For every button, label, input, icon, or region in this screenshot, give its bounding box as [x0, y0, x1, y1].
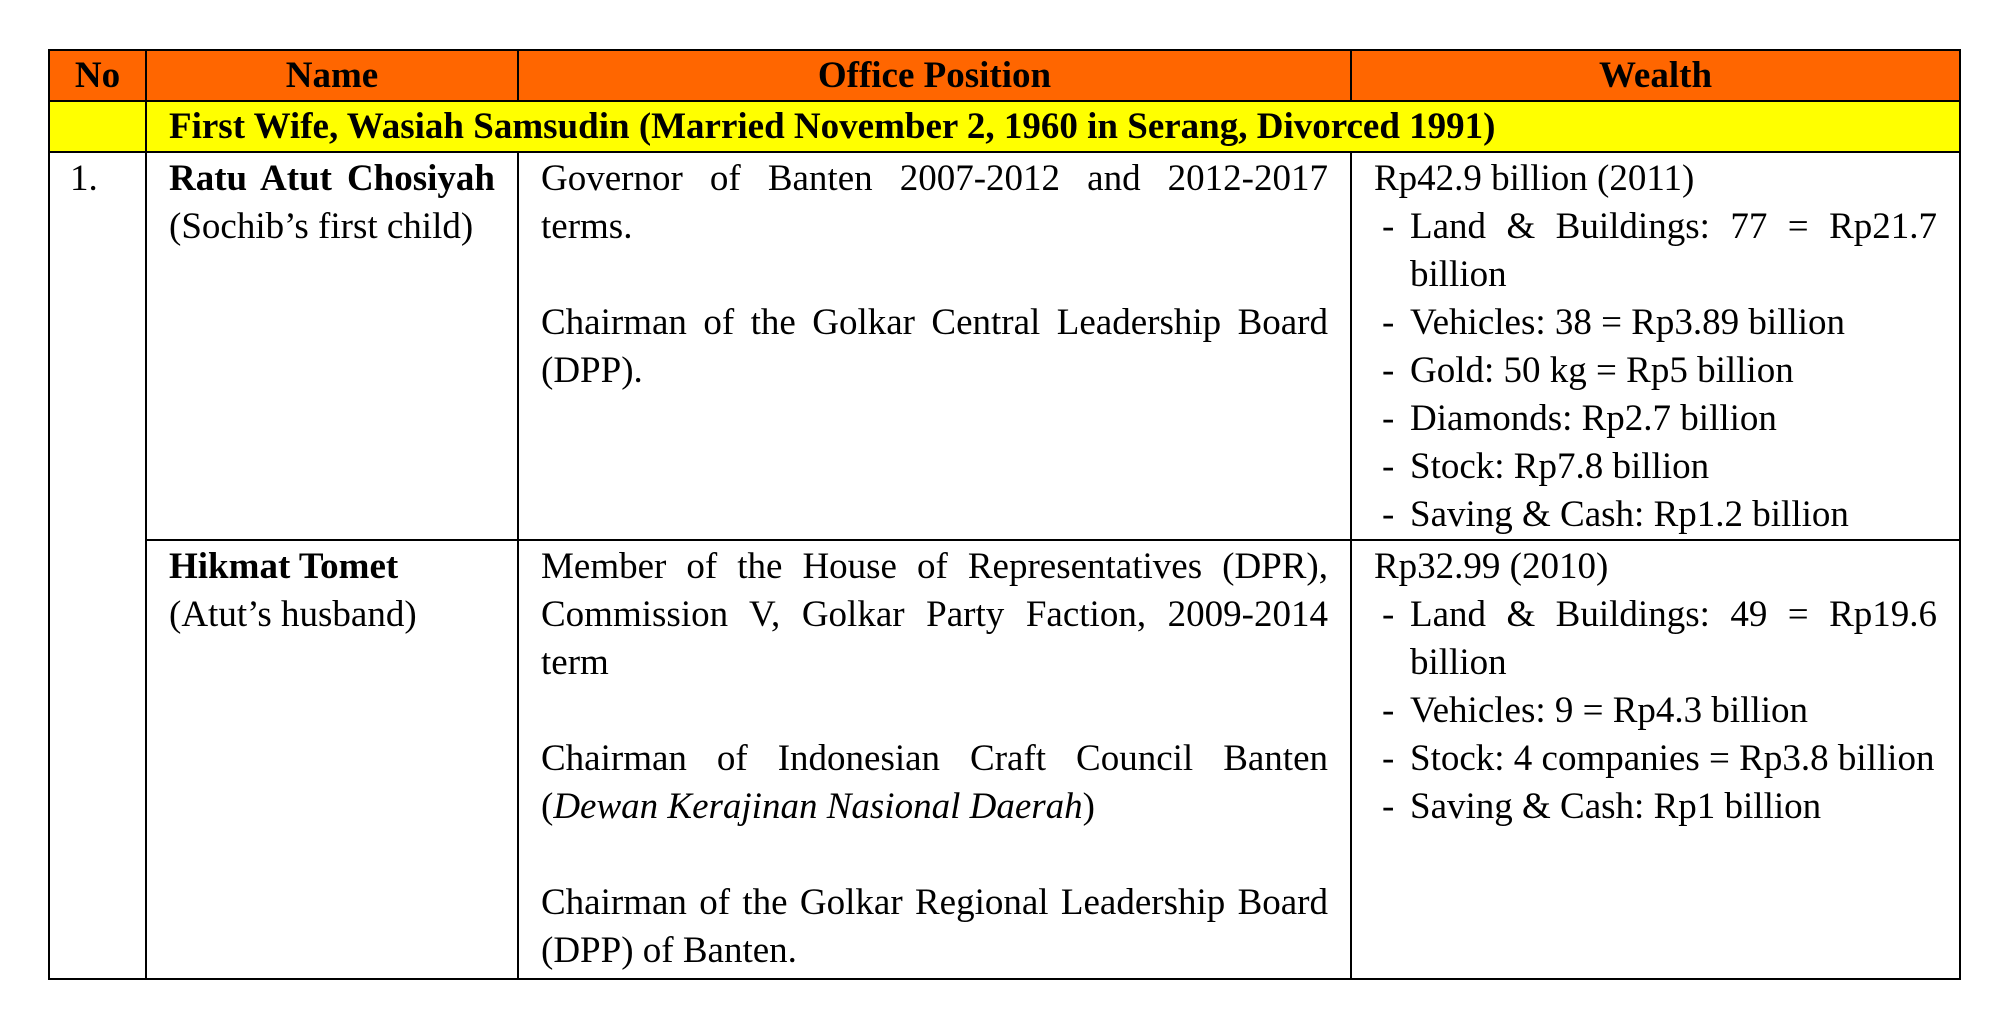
office-italic-text: Dewan Kerajinan Nasional Daerah [553, 786, 1083, 827]
name-cell [146, 540, 518, 979]
office-cell [518, 540, 1351, 979]
header-no: No [49, 50, 146, 101]
office-item [541, 735, 1328, 831]
header-office-position: Office Position [518, 50, 1351, 101]
office-item: Chairman of the Golkar Central Leadership Board (DPP). [541, 302, 1328, 391]
table-row [49, 152, 1960, 540]
wealth-total: Rp32.99 (2010) [1374, 546, 1609, 587]
office-cell [518, 152, 1351, 540]
wealth-item: - Vehicles: 9 = Rp4.3 billion [1374, 687, 1937, 735]
office-text: Chairman of Indonesian Craft Council Banten ( [541, 738, 1328, 827]
wealth-item: - Saving & Cash: Rp1 billion [1374, 783, 1937, 831]
office-item: Governor of Banten 2007-2012 and 2012-2017 terms. [541, 158, 1328, 247]
wealth-item: - Saving & Cash: Rp1.2 billion [1374, 491, 1937, 539]
wealth-cell [1351, 540, 1960, 979]
person-relation: (Atut’s husband) [169, 594, 417, 635]
office-text: ) [1082, 786, 1095, 827]
section-row [49, 101, 1960, 152]
wealth-item: - Stock: 4 companies = Rp3.8 billion [1374, 735, 1937, 783]
wealth-item: - Land & Buildings: 49 = Rp19.6 billion [1374, 591, 1937, 687]
family-wealth-table [48, 49, 1961, 980]
section-title: First Wife, Wasiah Samsudin (Married November 2, 1960 in Serang, Divorced 1991) [146, 101, 1960, 152]
header-name: Name [146, 50, 518, 101]
section-empty-cell [49, 101, 146, 152]
wealth-item: - Vehicles: 38 = Rp3.89 billion [1374, 299, 1937, 347]
person-name: Hikmat Tomet [169, 546, 399, 587]
name-cell [146, 152, 518, 540]
wealth-item: - Land & Buildings: 77 = Rp21.7 billion [1374, 203, 1937, 299]
wealth-list [1374, 203, 1937, 539]
header-wealth: Wealth [1351, 50, 1960, 101]
wealth-cell [1351, 152, 1960, 540]
header-row [49, 50, 1960, 101]
row-number: 1. [49, 152, 146, 979]
wealth-total: Rp42.9 billion (2011) [1374, 158, 1695, 199]
person-name: Ratu Atut Chosiyah [169, 158, 495, 199]
wealth-item: - Stock: Rp7.8 billion [1374, 443, 1937, 491]
table-row [49, 540, 1960, 979]
office-item: Chairman of the Golkar Regional Leadership Board (DPP) of Banten. [541, 882, 1328, 971]
wealth-item: - Gold: 50 kg = Rp5 billion [1374, 347, 1937, 395]
person-relation: (Sochib’s first child) [169, 206, 474, 247]
wealth-list [1374, 591, 1937, 831]
wealth-item: - Diamonds: Rp2.7 billion [1374, 395, 1937, 443]
office-item: Member of the House of Representatives (DPR), Commission V, Golkar Party Faction, 2009-2014 term [541, 546, 1328, 683]
